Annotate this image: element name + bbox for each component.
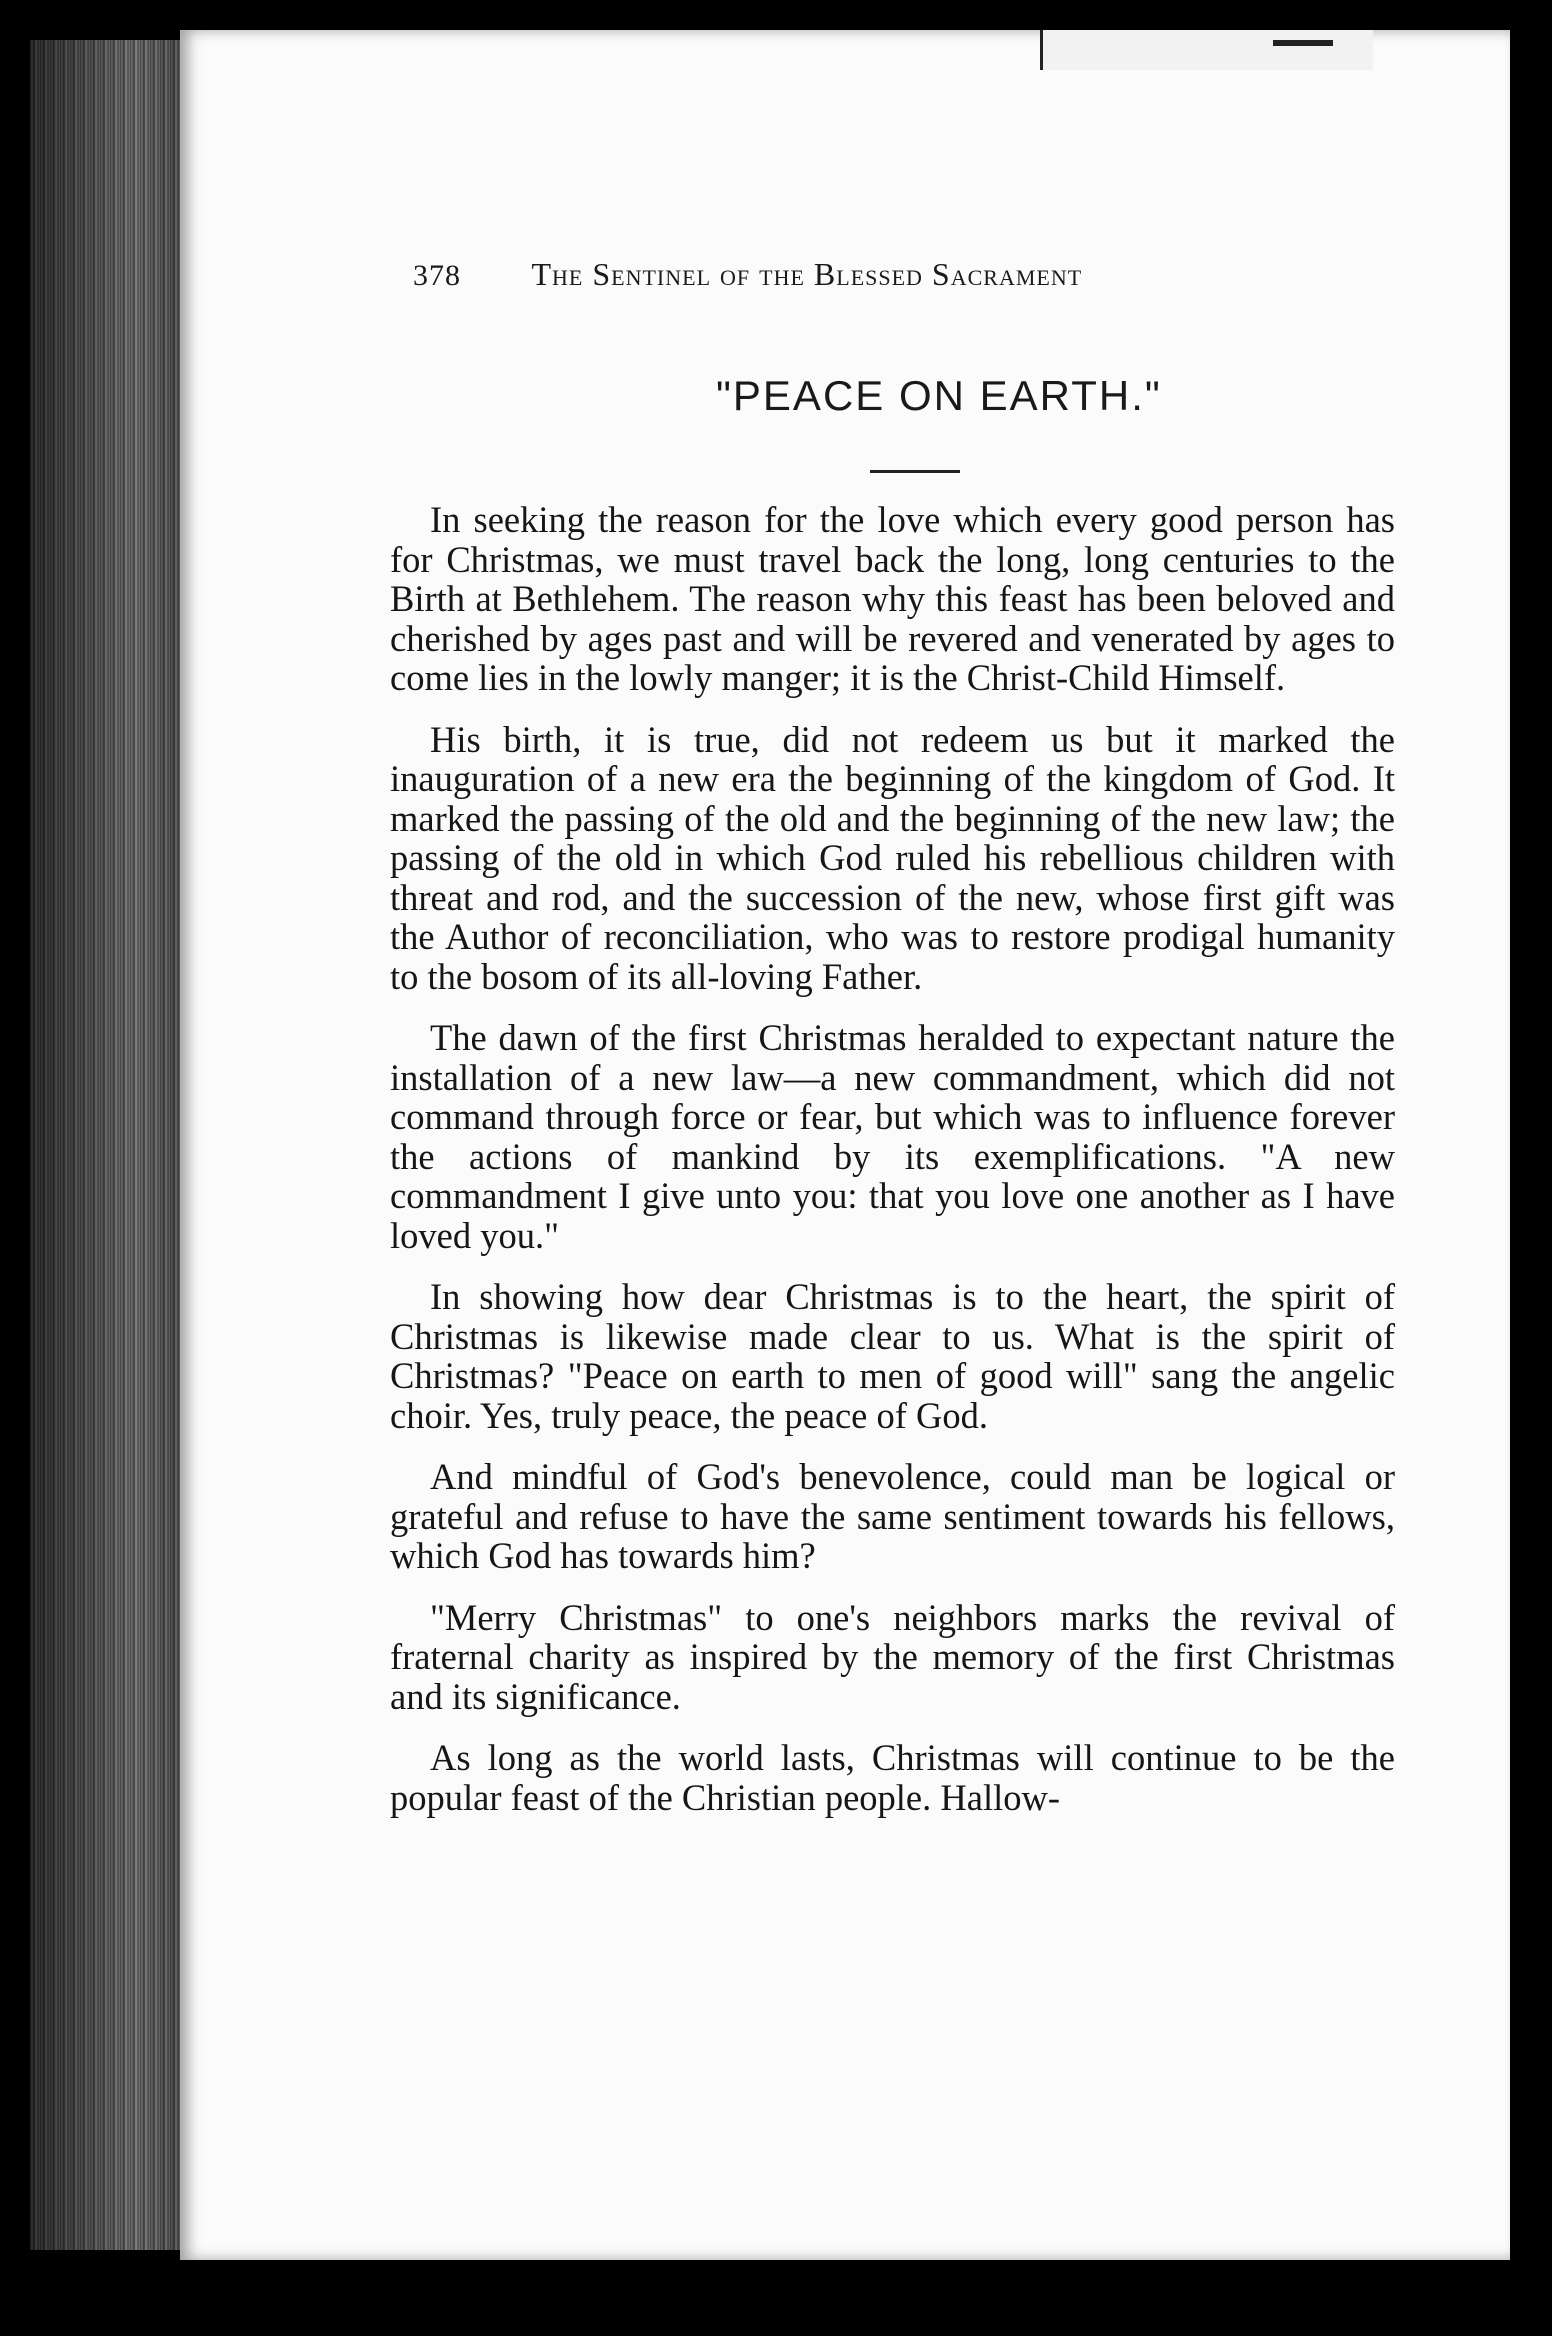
page-edges — [30, 40, 180, 2250]
page-tab-marker — [1040, 30, 1373, 70]
paragraph-5: And mindful of God's benevolence, could man be logical or grateful and refuse to have the same sentiment towards his fellows, which God has towards him? — [390, 1456, 1395, 1576]
running-head — [413, 256, 1273, 306]
paragraph-6: "Merry Christmas" to one's neighbors marks the revival of fraternal charity as inspired by the memory of the first Christmas and its significance. — [390, 1596, 1395, 1717]
journal-title: The Sentinel of the Blessed Sacrament — [531, 256, 1083, 292]
paragraph-2: His birth, it is true, did not redeem us but it marked the inauguration of a new era the beginning of the kingdom of God. It marked the passing of the old and the beginning of the new law; the passing of the old in which God ruled his rebellious children with threat and rod, and the succession of the new, whose first gift was the Author of reconciliation, who was to restore prodigal humanity to the bosom of its all-loving Father. — [390, 718, 1395, 997]
paragraph-7: As long as the world lasts, Christmas will continue to be the popular feast of the Christian people. Hallow- — [390, 1737, 1395, 1818]
adjacent-page-edge — [1512, 60, 1552, 2260]
paragraph-4: In showing how dear Christmas is to the heart, the spirit of Christmas is likewise made clear to us. What is the spirit of Christmas? "Peace on earth to men of good will" sang the angelic choir. Yes, truly peace, the peace of God. — [390, 1276, 1395, 1436]
paragraph-3: The dawn of the first Christmas heralded to expectant nature the installation of a new law—a new commandment, which did not command through force or fear, but which was to influence forever the actions of mankind by its exemplifications. "A new commandment I give unto you: that you love one another as I have loved you." — [390, 1017, 1395, 1256]
title-divider — [870, 470, 960, 473]
paragraph-1: In seeking the reason for the love which every good person has for Christmas, we must travel back the long, long centuries to the Birth at Bethlehem. The reason why this feast has been beloved and cherished by ages past and will be revered and venerated by ages to come lies in the lowly manger; it is the Christ-Child Himself. — [390, 499, 1395, 698]
article-title: "PEACE ON EARTH." — [716, 372, 1162, 419]
page-number: 378 — [413, 259, 461, 292]
article-body — [390, 500, 1395, 1839]
